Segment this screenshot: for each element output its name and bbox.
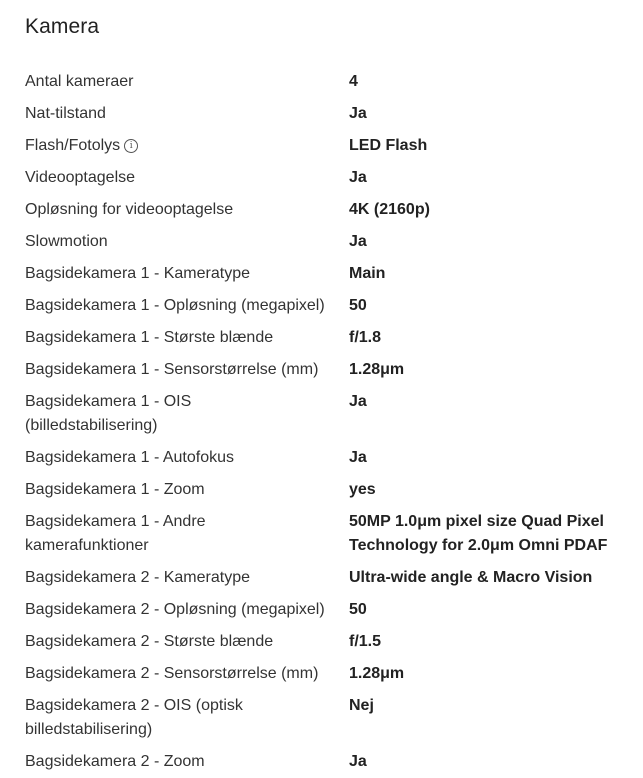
spec-value: f/1.8 [349, 329, 382, 346]
spec-label [25, 694, 349, 742]
spec-row [25, 474, 625, 506]
spec-row [25, 66, 625, 98]
spec-label: Nat-tilstand [25, 105, 106, 122]
spec-row [25, 746, 625, 778]
spec-value: Ja [349, 105, 367, 122]
spec-label-with-info [25, 134, 349, 158]
spec-value: Ja [349, 753, 367, 770]
spec-label-text: Bagsidekamera 2 - OIS (optisk billedstabilisering) [25, 697, 243, 738]
spec-row [25, 386, 625, 442]
section-title: Kamera [25, 15, 100, 38]
spec-row [25, 506, 625, 562]
spec-label-text: Flash/Fotolys [25, 137, 121, 154]
spec-label [25, 390, 349, 438]
spec-value: Ja [349, 449, 367, 466]
spec-label: Bagsidekamera 2 - Kameratype [25, 569, 250, 586]
spec-label-text: Bagsidekamera 1 - OIS (billedstabilisering) [25, 393, 192, 434]
spec-row [25, 226, 625, 258]
spec-row [25, 194, 625, 226]
spec-value: Ja [349, 233, 367, 250]
spec-row [25, 626, 625, 658]
spec-value: 1.28μm [349, 361, 405, 378]
spec-value: Main [349, 265, 386, 282]
spec-value: 50MP 1.0μm pixel size Quad Pixel Technology for 2.0μm Omni PDAF [349, 513, 608, 554]
spec-row [25, 658, 625, 690]
spec-row [25, 258, 625, 290]
spec-value: f/1.5 [349, 633, 382, 650]
spec-row [25, 322, 625, 354]
spec-row [25, 690, 625, 746]
spec-row [25, 162, 625, 194]
spec-label: Bagsidekamera 2 - Sensorstørrelse (mm) [25, 665, 319, 682]
spec-value: 4K (2160p) [349, 201, 430, 218]
spec-value: LED Flash [349, 137, 428, 154]
spec-value: 50 [349, 297, 367, 314]
spec-label: Bagsidekamera 1 - Sensorstørrelse (mm) [25, 361, 319, 378]
spec-row [25, 290, 625, 322]
spec-value: Ja [349, 393, 367, 410]
spec-value: 4 [349, 73, 358, 90]
spec-label: Opløsning for videooptagelse [25, 201, 234, 218]
spec-value: Nej [349, 697, 374, 714]
spec-label-text: Bagsidekamera 1 - Andre kamerafunktioner [25, 513, 206, 554]
spec-value: Ultra-wide angle & Macro Vision [349, 569, 593, 586]
spec-label: Antal kameraer [25, 73, 134, 90]
spec-row [25, 594, 625, 626]
spec-label: Videooptagelse [25, 169, 136, 186]
spec-label: Bagsidekamera 2 - Zoom [25, 753, 205, 770]
spec-label: Bagsidekamera 1 - Opløsning (megapixel) [25, 297, 325, 314]
spec-table [25, 66, 625, 778]
spec-row [25, 442, 625, 474]
spec-row [25, 562, 625, 594]
spec-label: Slowmotion [25, 233, 108, 250]
spec-label: Bagsidekamera 2 - Største blænde [25, 633, 274, 650]
spec-row [25, 98, 625, 130]
spec-label: Bagsidekamera 2 - Opløsning (megapixel) [25, 601, 325, 618]
spec-row [25, 130, 625, 162]
spec-row [25, 354, 625, 386]
spec-label: Bagsidekamera 1 - Autofokus [25, 449, 235, 466]
spec-label: Bagsidekamera 1 - Zoom [25, 481, 205, 498]
spec-value: yes [349, 481, 376, 498]
spec-label [25, 510, 349, 558]
spec-label: Bagsidekamera 1 - Kameratype [25, 265, 250, 282]
spec-value: 1.28μm [349, 665, 405, 682]
spec-value: 50 [349, 601, 367, 618]
spec-label: Bagsidekamera 1 - Største blænde [25, 329, 274, 346]
spec-value: Ja [349, 169, 367, 186]
info-icon[interactable]: i [124, 139, 138, 153]
